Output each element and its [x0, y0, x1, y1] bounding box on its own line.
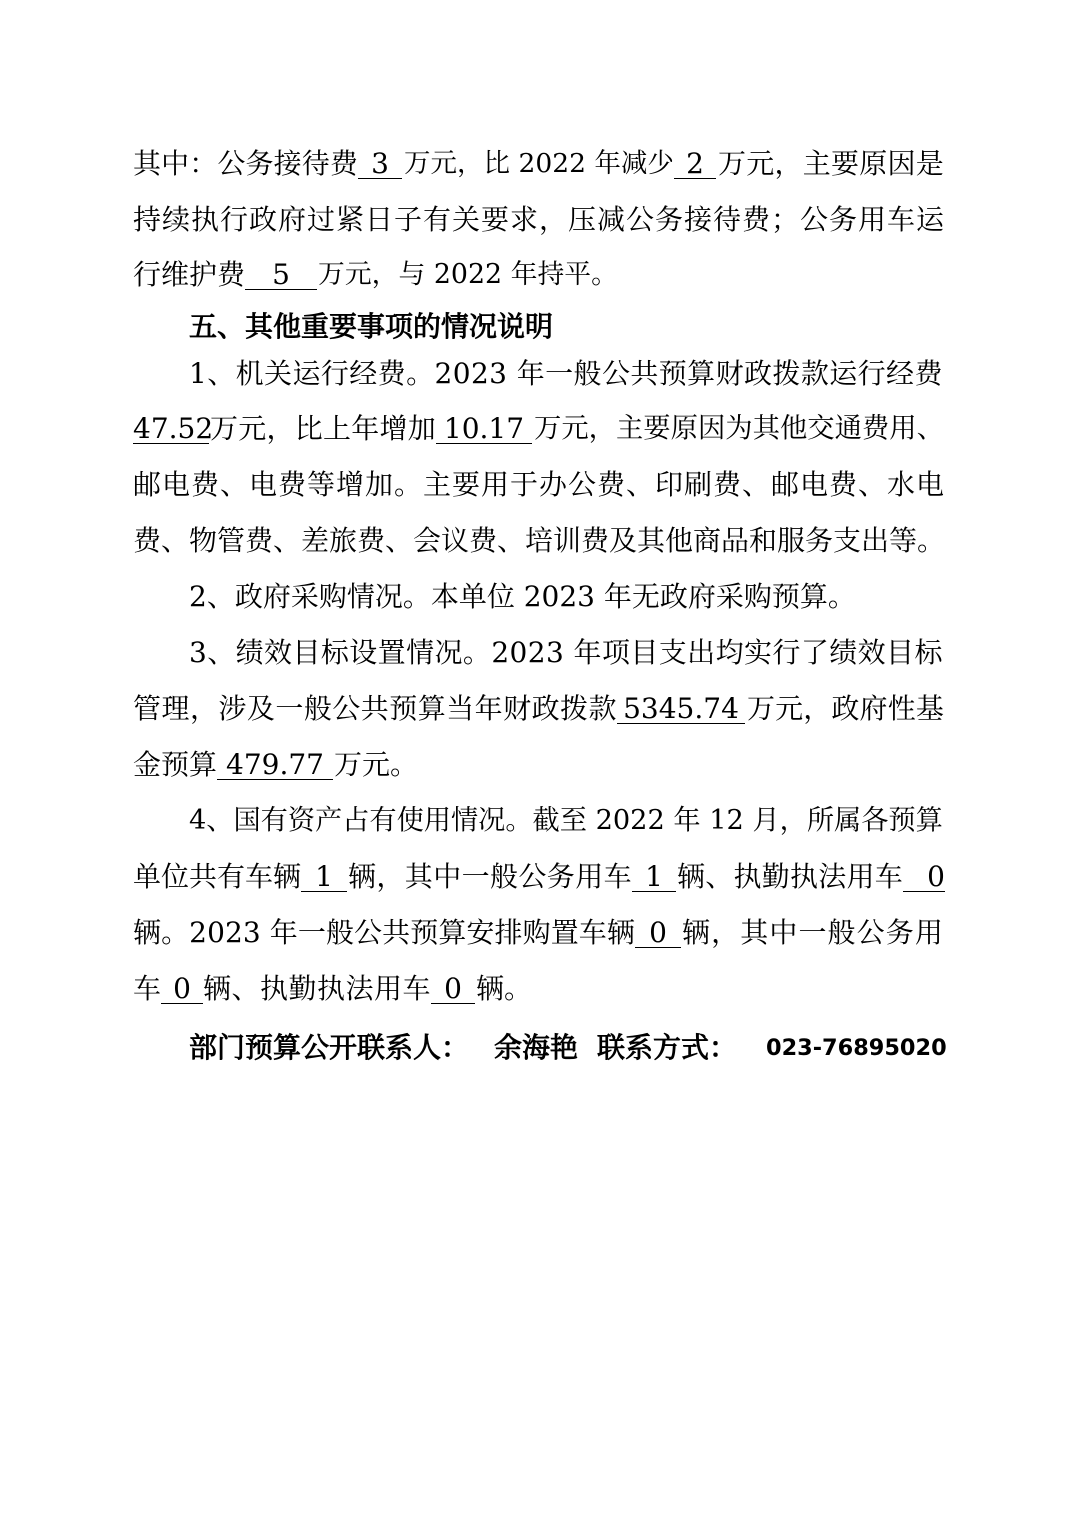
text: 万元，比 2022 年减少 [404, 148, 674, 179]
text-line [0, 255, 1074, 295]
text: 持续执行政府过紧日子有关要求，压减公务接待费；公务用车运 [133, 203, 946, 236]
value-official-vehicles: 1 [632, 857, 676, 892]
text: 万元，主要原因为其他交通费用、 [534, 413, 944, 444]
text: 费、物管费、差旅费、会议费、培训费及其他商品和服务支出等。 [133, 524, 946, 557]
text-line [0, 144, 1074, 184]
text: 4、国有资产占有使用情况。截至 2022 年 12 月，所属各预算 [189, 805, 943, 836]
value-purchase-enforcement: 0 [431, 969, 475, 1004]
text: 邮电费、电费等增加。主要用于办公费、印刷费、邮电费、水电 [133, 468, 946, 501]
text: 车 [133, 972, 161, 1005]
text: 万元。 [334, 748, 419, 781]
value-increase: 10.17 [436, 409, 532, 444]
text: 3、绩效目标设置情况。2023 年项目支出均实行了绩效目标 [189, 636, 943, 669]
value-fund-budget: 479.77 [217, 745, 333, 780]
text: 管理，涉及一般公共预算当年财政拨款 [133, 692, 617, 725]
contact-phone: 023-76895020 [766, 1035, 947, 1061]
text-line [0, 465, 1074, 505]
value-purchase-vehicles: 0 [635, 913, 681, 948]
text-line [0, 801, 1074, 841]
contact-method-label: 联系方式： [597, 1031, 738, 1064]
text: 1、机关运行经费。2023 年一般公共预算财政拨款运行经费 [189, 357, 943, 390]
text-line [0, 354, 1074, 394]
value-reduction: 2 [674, 144, 716, 179]
contact-label: 部门预算公开联系人： [189, 1031, 470, 1064]
text: 辆、执勤执法用车 [677, 860, 904, 893]
text-line [0, 577, 1074, 617]
value-purchase-official: 0 [161, 969, 203, 1004]
text: 辆，其中一般公务用车 [348, 860, 633, 893]
value-general-budget: 5345.74 [617, 689, 745, 724]
text: 万元，主要原因是 [718, 147, 945, 180]
value-reception-fee: 3 [358, 144, 402, 179]
text-line [0, 913, 1074, 953]
text: 万元，与 2022 年持平。 [318, 259, 618, 290]
value-total-vehicles: 1 [301, 857, 347, 892]
text: 辆、执勤执法用车 [203, 972, 432, 1005]
text: 辆。 [476, 972, 533, 1005]
value-vehicle-maintenance: 5 [245, 255, 317, 290]
text-line [0, 857, 1074, 897]
text: 单位共有车辆 [133, 860, 302, 893]
value-enforcement-vehicles: 0 [903, 857, 945, 892]
value-operating-expense: 47.52 [133, 409, 209, 444]
contact-name: 余海艳 [494, 1031, 579, 1064]
text-line [0, 409, 1074, 449]
text: 其中：公务接待费 [133, 147, 358, 180]
text-line [0, 200, 1074, 240]
section-heading [0, 307, 1074, 347]
text: 金预算 [133, 748, 217, 781]
text: 辆。2023 年一般公共预算安排购置车辆 [133, 916, 635, 949]
text-line [0, 689, 1074, 729]
text-line [0, 969, 1074, 1009]
text-line [0, 745, 1074, 785]
heading-text: 五、其他重要事项的情况说明 [189, 310, 554, 343]
text: 行维护费 [133, 258, 246, 291]
text: 万元，比上年增加 [210, 412, 437, 445]
text-line [0, 521, 1074, 561]
text: 万元，政府性基 [747, 692, 944, 725]
text: 2、政府采购情况。本单位 2023 年无政府采购预算。 [189, 580, 856, 613]
text-line [0, 633, 1074, 673]
text: 辆，其中一般公务用 [682, 916, 944, 949]
contact-line [0, 1028, 1074, 1068]
